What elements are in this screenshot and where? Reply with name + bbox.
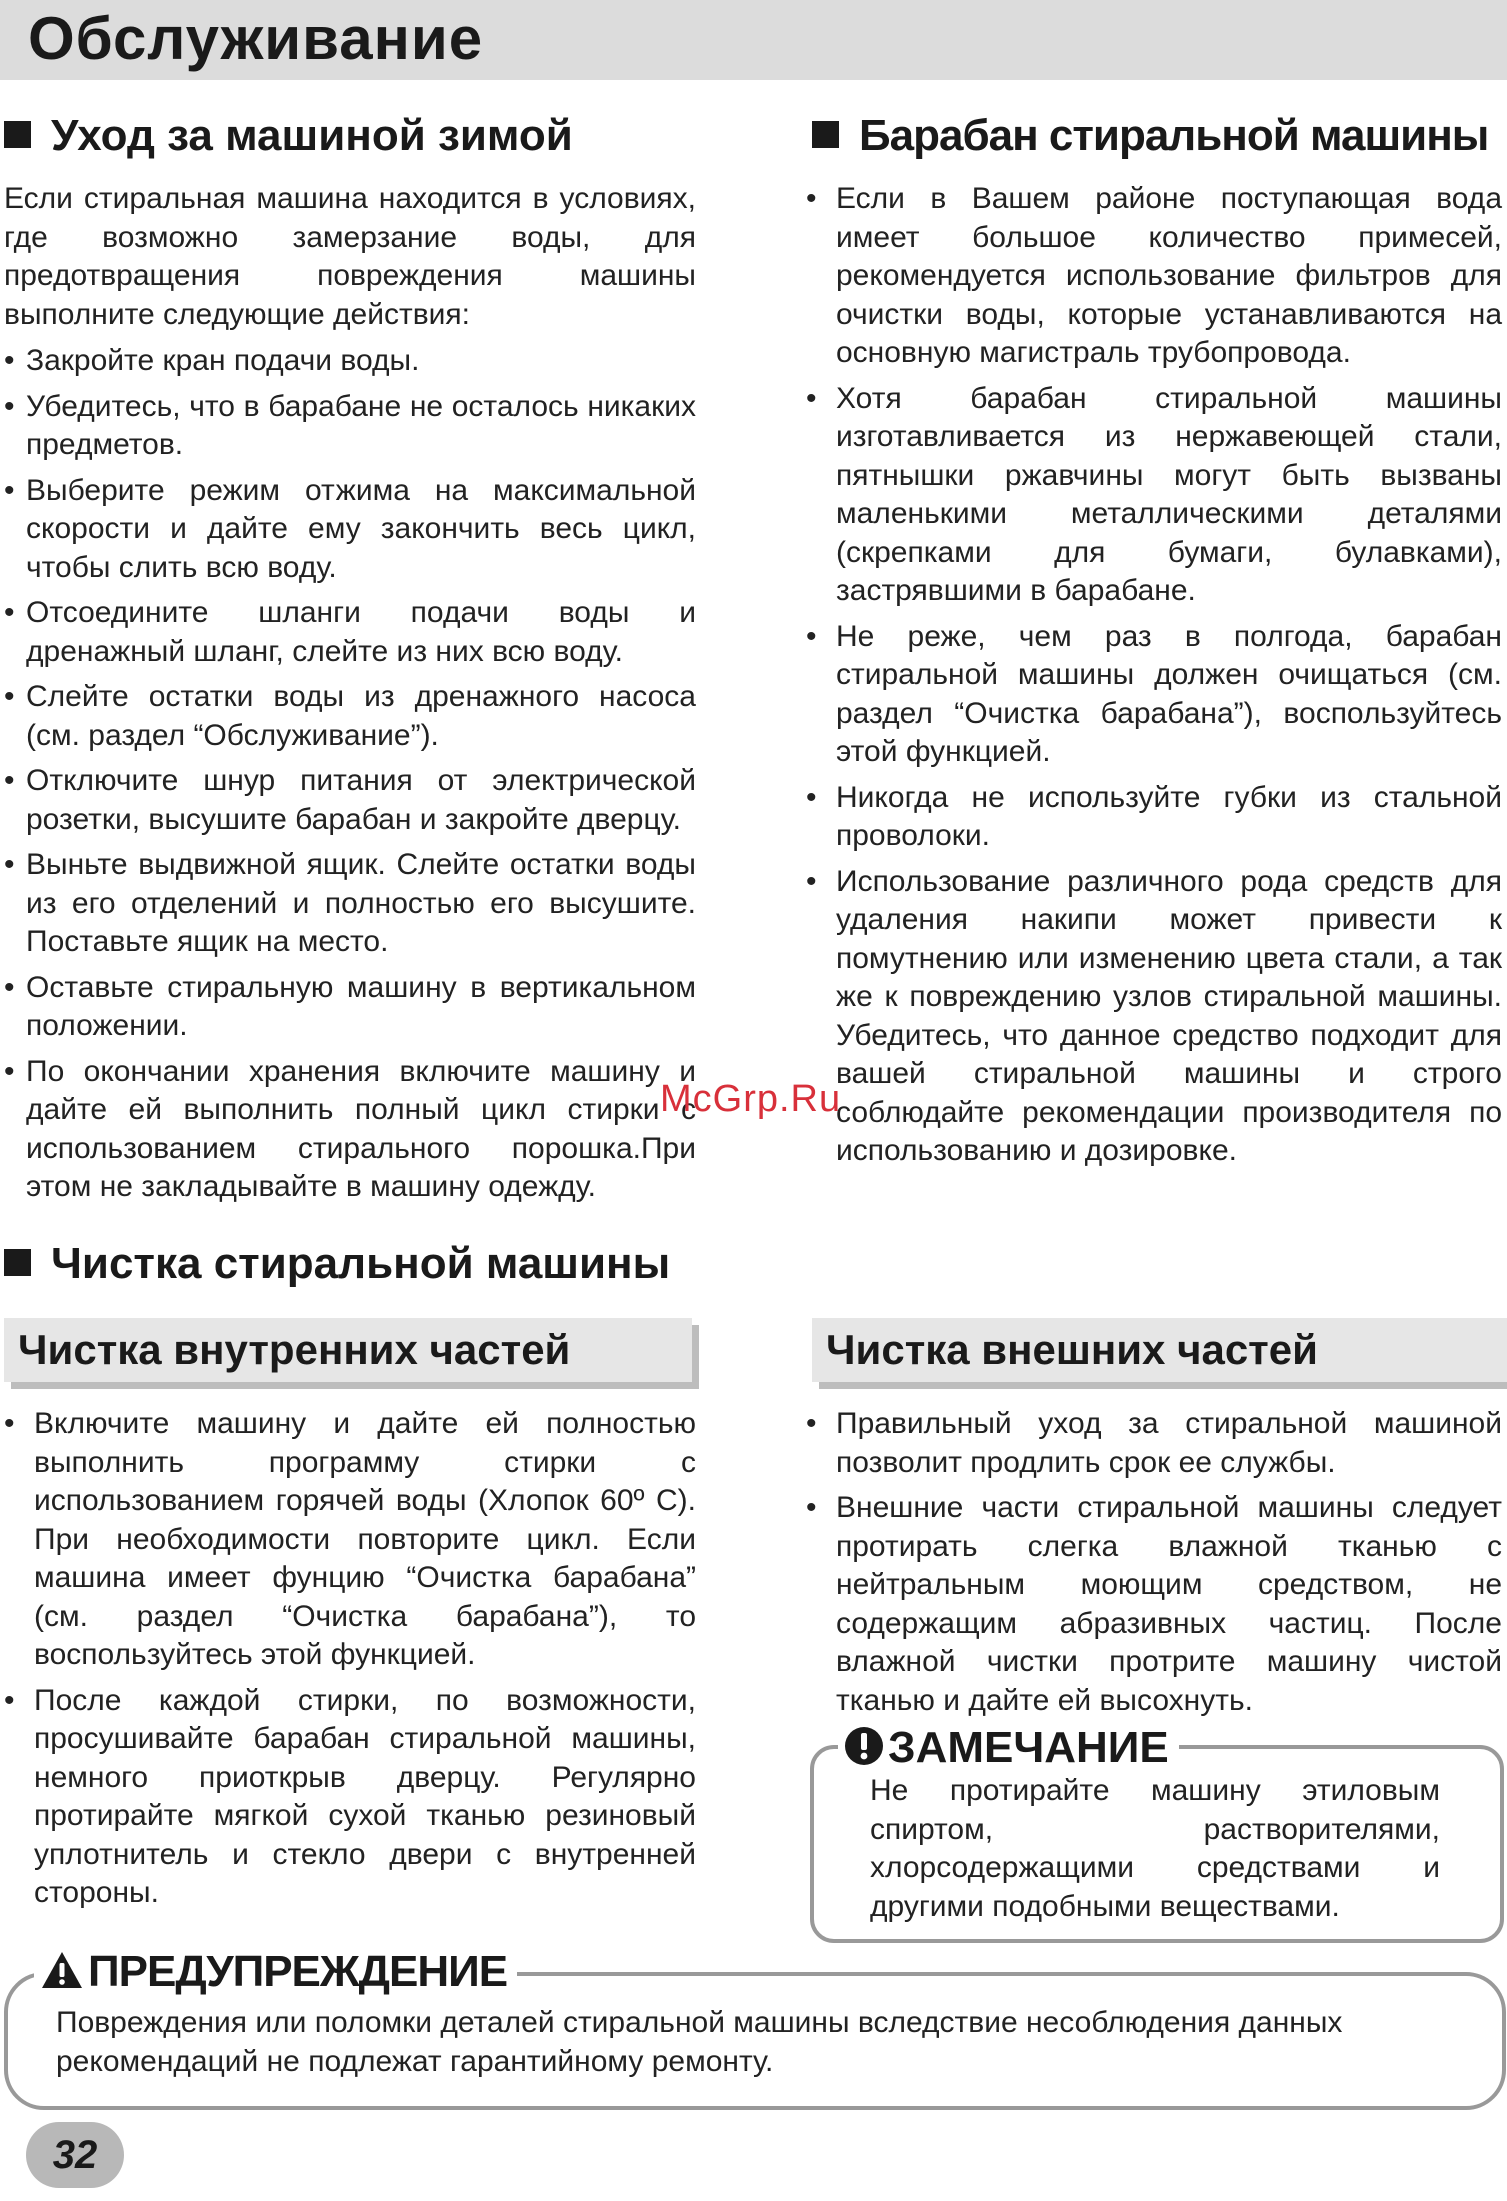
page-number: 32 xyxy=(26,2122,124,2188)
warning-triangle-icon xyxy=(40,1950,84,1990)
page-title: Обслуживание xyxy=(28,5,484,72)
list-item: • Выберите режим отжима на максимальной скорости и дайте ему закончить весь цикл, чтобы слить всю воду. xyxy=(4,473,696,584)
drum-section-heading xyxy=(812,106,1488,166)
list-item: • Если в Вашем районе поступающая вода имеет большое количество примесей, рекомендуется использование фильтров для очистки воды, которые устанавливаются на основную магистраль трубопровода. xyxy=(806,182,1502,369)
warning-text: Повреждения или поломки деталей стиральной машины вследствие несоблюдения данных рекомендаций не подлежат гарантийному ремонту. xyxy=(56,2006,1343,2078)
list-item: • Отсоедините шланги подачи воды и дренажный шланг, слейте из них всю воду. xyxy=(4,596,696,668)
list-item: • Закройте кран подачи воды. xyxy=(4,344,420,377)
cleaning-heading-text: Чистка стиральной машины xyxy=(51,1239,671,1288)
heading-square-icon xyxy=(4,121,31,148)
list-item: • Убедитесь, что в барабане не осталось никаких предметов. xyxy=(4,389,696,461)
winter-section-heading xyxy=(4,106,573,166)
list-item: • Отключите шнур питания от электрической розетки, высушите барабан и закройте дверцу. xyxy=(4,764,696,836)
list-item: • Включите машину и дайте ей полностью выполнить программу стирки с использованием горячей воды (Хлопок 60º С). При необходимости повторите цикл. Если машина имеет фунцию “Очистка барабана” (см. раздел “Очистка барабана”), то воспользуйтесь этой функцией. xyxy=(4,1407,696,1671)
note-body xyxy=(870,1772,1440,1926)
exclamation-icon xyxy=(844,1726,884,1766)
drum-section xyxy=(806,180,1502,1178)
list-item: • Правильный уход за стиральной машиной позволит продлить срок ее службы. xyxy=(806,1407,1502,1479)
winter-intro: Если стиральная машина находится в условиях, где возможно замерзание воды, для предотвращения повреждения машины выполните следующие действия: xyxy=(4,182,696,331)
inner-cleaning-list xyxy=(4,1405,696,1913)
list-item: • Оставьте стиральную машину в вертикальном положении. xyxy=(4,970,696,1042)
winter-section xyxy=(4,180,696,1214)
note-title-text: ЗАМЕЧАНИЕ xyxy=(888,1723,1169,1772)
inner-cleaning-section xyxy=(4,1405,696,1920)
heading-square-icon xyxy=(812,121,839,148)
list-item: • Не реже, чем раз в полгода, барабан стиральной машины должен очищаться (см. раздел “Очистка барабана”), воспользуйтесь этой функцией. xyxy=(806,619,1502,768)
outer-cleaning-section xyxy=(806,1405,1502,1727)
outer-cleaning-list xyxy=(806,1405,1502,1720)
list-item: • Использование различного рода средств для удаления накипи может привести к помутнению или изменению цвета стали, а так же к повреждению узлов стиральной машины. Убедитесь, что данное средство подходит для вашей стиральной машины и строго соблюдайте рекомендации производителя по использованию и дозировке. xyxy=(806,864,1502,1167)
note-text: Не протирайте машину этиловым спиртом, растворителями, хлорсодержащими средствами и другими подобными веществами. xyxy=(870,1774,1440,1923)
list-item: • Внешние части стиральной машины следует протирать слегка влажной тканью с нейтральным моющим средством, не содержащим абразивных частиц. После влажной чистки протрите машину чистой тканью и дайте ей высохнуть. xyxy=(806,1491,1502,1717)
watermark: McGrp.Ru xyxy=(660,1078,842,1120)
warning-title xyxy=(34,1946,517,1998)
list-item: • Никогда не используйте губки из стальной проволоки. xyxy=(806,780,1502,852)
inner-cleaning-heading: Чистка внутренних частей xyxy=(4,1318,692,1382)
list-item: • По окончании хранения включите машину и дайте ей выполнить полный цикл стирки с использованием стирального порошка.При этом не закладывайте в машину одежду. xyxy=(4,1054,696,1203)
list-item: • Выньте выдвижной ящик. Слейте остатки воды из его отделений и полностью его высушите. Поставьте ящик на место. xyxy=(4,848,696,958)
drum-heading-text: Барабан стиральной машины xyxy=(859,111,1489,160)
winter-list xyxy=(4,342,696,1207)
cleaning-section-heading xyxy=(4,1234,670,1294)
warning-body xyxy=(56,2004,1456,2081)
winter-heading-text: Уход за машиной зимой xyxy=(51,111,573,160)
list-item: • Хотя барабан стиральной машины изготавливается из нержавеющей стали, пятнышки ржавчины могут быть вызваны маленькими металлическими деталями (скрепками для бумаги, булавками), застрявшими в барабане. xyxy=(806,381,1502,607)
list-item: • Слейте остатки воды из дренажного насоса (см. раздел “Обслуживание”). xyxy=(4,680,696,752)
warning-title-text: ПРЕДУПРЕЖДЕНИЕ xyxy=(88,1947,508,1996)
heading-square-icon xyxy=(4,1249,31,1276)
list-item: • После каждой стирки, по возможности, просушивайте барабан стиральной машины, немного приоткрыв дверцу. Регулярно протирайте мягкой сухой тканью резиновый уплотнитель и стекло двери с внутренней стороны. xyxy=(4,1683,696,1909)
outer-cleaning-heading: Чистка внешних частей xyxy=(812,1318,1507,1382)
drum-list xyxy=(806,180,1502,1171)
note-title xyxy=(838,1722,1179,1774)
